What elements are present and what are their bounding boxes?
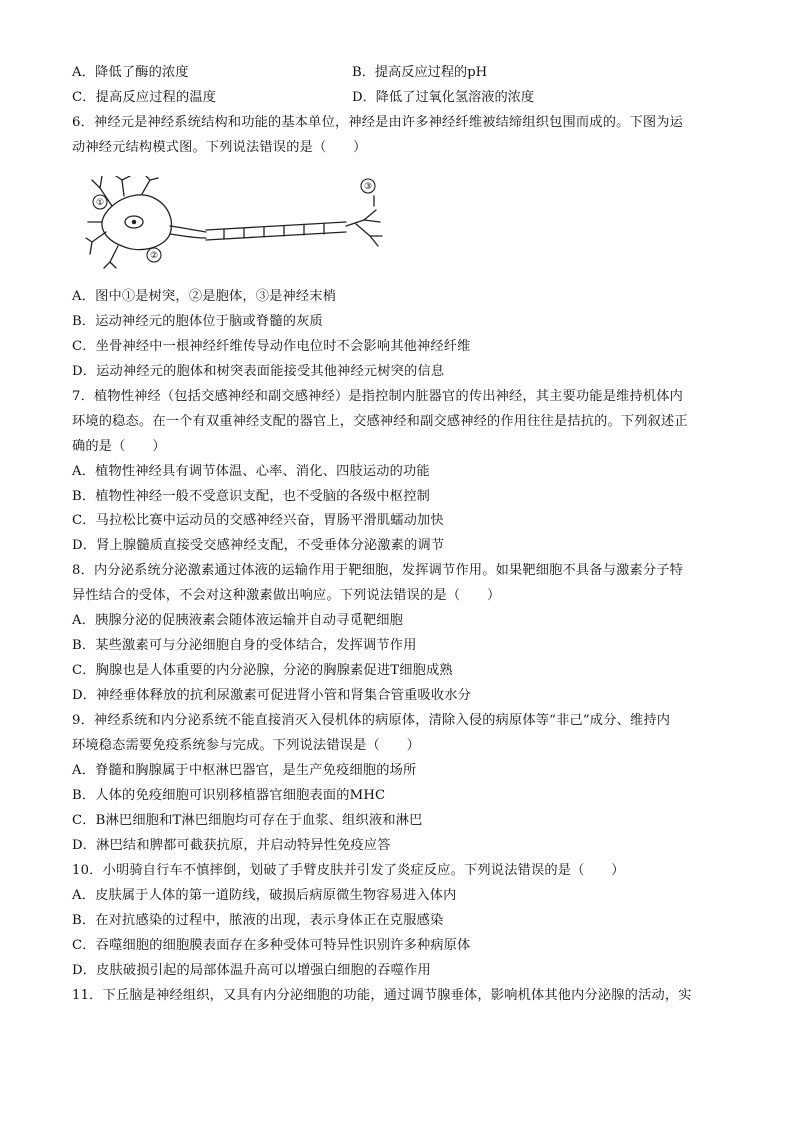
q10-option-d: D．皮肤破损引起的局部体温升高可以增强白细胞的吞噬作用 bbox=[72, 963, 431, 978]
q10-option-b: B．在对抗感染的过程中，脓液的出现，表示身体正在克服感染 bbox=[72, 913, 444, 928]
motor-neuron-figure bbox=[84, 176, 384, 270]
q9-option-c: C．B淋巴细胞和T淋巴细胞均可存在于血浆、组织液和淋巴 bbox=[72, 813, 423, 828]
q5-option-c: C．提高反应过程的温度 bbox=[72, 90, 217, 105]
q6-stem-line-2: 动神经元结构模式图。下列说法错误的是（ ） bbox=[72, 140, 367, 155]
q8-stem-line-1: 8．内分泌系统分泌激素通过体液的运输作用于靶细胞，发挥调节作用。如果靶细胞不具备与激素分子特 bbox=[72, 563, 684, 578]
q7-option-b: B．植物性神经一般不受意识支配，也不受脑的各级中枢控制 bbox=[72, 489, 430, 504]
q8-option-a: A．胰腺分泌的促胰液素会随体液运输并自动寻觅靶细胞 bbox=[72, 613, 404, 628]
q5-option-d: D．降低了过氧化氢溶液的浓度 bbox=[352, 90, 535, 105]
q6-option-b: B．运动神经元的胞体位于脑或脊髓的灰质 bbox=[72, 314, 323, 329]
label-3: ③ bbox=[363, 182, 373, 192]
q7-stem-line-3: 确的是（ ） bbox=[72, 439, 166, 454]
label-2: ② bbox=[149, 251, 159, 261]
label-1: ① bbox=[95, 198, 105, 208]
q5-option-a: A．降低了酶的浓度 bbox=[72, 65, 189, 80]
q9-option-b: B．人体的免疫细胞可识别移植器官细胞表面的MHC bbox=[72, 788, 386, 803]
q8-option-d: D．神经垂体释放的抗利尿激素可促进肾小管和肾集合管重吸收水分 bbox=[72, 688, 472, 703]
q8-option-c: C．胸腺也是人体重要的内分泌腺，分泌的胸腺素促进T细胞成熟 bbox=[72, 663, 453, 678]
q10-option-a: A．皮肤属于人体的第一道防线，破损后病原微生物容易进入体内 bbox=[72, 888, 457, 903]
q6-option-c: C．坐骨神经中一根神经纤维传导动作电位时不会影响其他神经纤维 bbox=[72, 339, 471, 354]
q9-stem-line-2: 环境稳态需要免疫系统参与完成。下列说法错误是（ ） bbox=[72, 738, 421, 753]
q7-option-d: D．肾上腺髓质直接受交感神经支配，不受垂体分泌激素的调节 bbox=[72, 538, 445, 553]
q10-stem-line-1: 10．小明骑自行车不慎摔倒，划破了手臂皮肤并引发了炎症反应。下列说法错误的是（ ） bbox=[72, 863, 625, 878]
q6-option-a: A．图中①是树突，②是胞体，③是神经末梢 bbox=[72, 289, 337, 304]
q6-stem-line-1: 6．神经元是神经系统结构和功能的基本单位，神经是由许多神经纤维被结缔组织包围而成的。下图为运 bbox=[72, 115, 684, 130]
q8-stem-line-2: 异性结合的受体，不会对这种激素做出响应。下列说法错误的是（ ） bbox=[72, 588, 501, 603]
q7-option-a: A．植物性神经具有调节体温、心率、消化、四肢运动的功能 bbox=[72, 464, 430, 479]
q8-option-b: B．某些激素可与分泌细胞自身的受体结合，发挥调节作用 bbox=[72, 638, 417, 653]
q7-option-c: C．马拉松比赛中运动员的交感神经兴奋，胃肠平滑肌蠕动加快 bbox=[72, 513, 444, 528]
q11-stem-line-1: 11．下丘脑是神经组织，又具有内分泌细胞的功能，通过调节腺垂体，影响机体其他内分泌腺的活动，实 bbox=[72, 988, 692, 1003]
q9-option-d: D．淋巴结和脾都可截获抗原，并启动特异性免疫应答 bbox=[72, 838, 391, 853]
q5-option-b: B．提高反应过程的pH bbox=[352, 65, 488, 80]
q9-stem-line-1: 9．神经系统和内分泌系统不能直接消灭入侵机体的病原体，清除入侵的病原体等“非己”成分、维持内 bbox=[72, 713, 671, 728]
q10-option-c: C．吞噬细胞的细胞膜表面存在多种受体可特异性识别许多种病原体 bbox=[72, 938, 471, 953]
q7-stem-line-2: 环境的稳态。在一个有双重神经支配的器官上，交感神经和副交感神经的作用往往是拮抗的。下列叙述正 bbox=[72, 414, 688, 429]
q7-stem-line-1: 7．植物性神经（包括交感神经和副交感神经）是指控制内脏器官的传出神经，其主要功能是维持机体内 bbox=[72, 389, 684, 404]
q6-option-d: D．运动神经元的胞体和树突表面能接受其他神经元树突的信息 bbox=[72, 364, 445, 379]
q9-option-a: A．脊髓和胸腺属于中枢淋巴器官，是生产免疫细胞的场所 bbox=[72, 763, 417, 778]
